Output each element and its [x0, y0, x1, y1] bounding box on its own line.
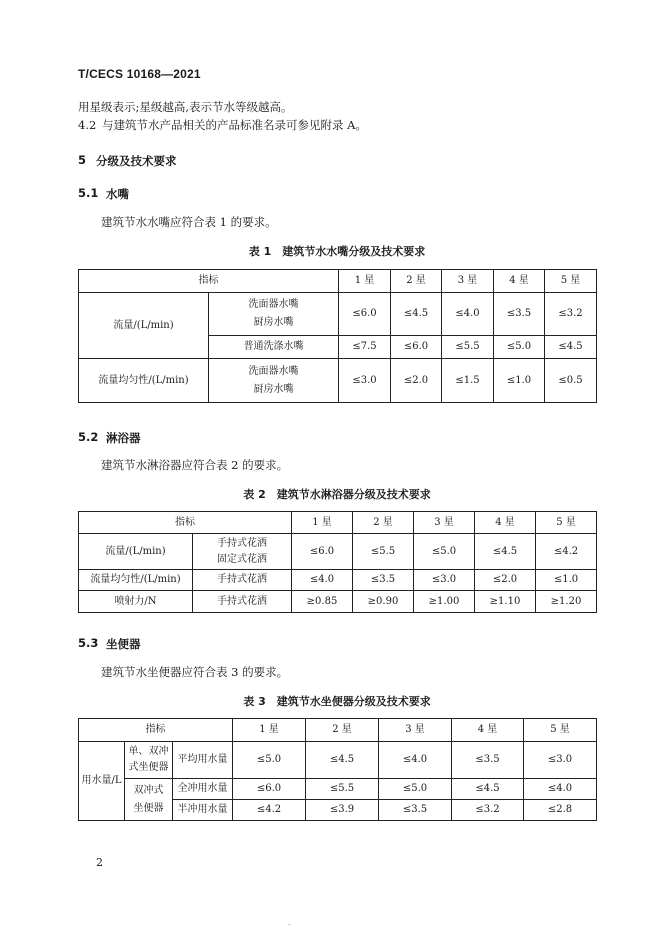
table-3-avg-label: 平均用水量: [173, 742, 233, 779]
table-1-row-c-sub-2: 厨房水嘴: [253, 383, 294, 395]
table-3-full-val-4: ≤4.5: [452, 779, 524, 800]
table-3-header-star-4: 4 星: [452, 719, 524, 742]
table-1-row-c-val-2: ≤2.0: [391, 359, 442, 403]
section-5-number: 5: [78, 153, 87, 167]
table-2-flow-sub-2: 固定式花洒: [217, 553, 267, 565]
table-2-force-val-3: ≥1.00: [414, 591, 475, 613]
table-2-uniformity-label: 流量均匀性/(L/min): [79, 570, 193, 591]
table-3-water-label: 用水量/L: [79, 742, 125, 821]
section-5-title: 分级及技术要求: [96, 154, 177, 168]
section-5-3-body: 建筑节水坐便器应符合表 3 的要求。: [101, 665, 289, 679]
table-3-half-val-1: ≤4.2: [233, 800, 306, 821]
table-1-row-b-val-4: ≤5.0: [494, 336, 545, 359]
table-2-uniformity-val-2: ≤3.5: [353, 570, 414, 591]
table-2-flow-val-5: ≤4.2: [536, 534, 597, 570]
table-3-header-star-5: 5 星: [524, 719, 597, 742]
table-3-header-star-2: 2 星: [306, 719, 379, 742]
table-1-row-c-val-3: ≤1.5: [442, 359, 494, 403]
section-5-2-body: 建筑节水淋浴器应符合表 2 的要求。: [101, 458, 289, 472]
table-2-header-star-3: 3 星: [414, 512, 475, 534]
section-5-3-number: 5.3: [78, 636, 99, 650]
table-2-flow-val-1: ≤6.0: [292, 534, 353, 570]
section-5-2-title: 淋浴器: [106, 431, 141, 445]
table-2-force-sub: 手持式花洒: [193, 591, 292, 613]
table-1-row-c-val-1: ≤3.0: [339, 359, 391, 403]
section-5-2-number: 5.2: [78, 430, 99, 444]
section-5-1-title: 水嘴: [106, 187, 129, 201]
table-3-half-val-3: ≤3.5: [379, 800, 452, 821]
table-2-uniformity-sub: 手持式花洒: [193, 570, 292, 591]
table-1-header-star-1: 1 星: [339, 270, 391, 293]
table-1-flow-label: 流量/(L/min): [79, 293, 209, 359]
page-number: 2: [96, 856, 103, 869]
table-1-row-a-val-1: ≤6.0: [339, 293, 391, 336]
table-2-uniformity-val-3: ≤3.0: [414, 570, 475, 591]
table-3-type-a-line-2: 式坐便器: [128, 762, 169, 773]
table-2-uniformity-val-1: ≤4.0: [292, 570, 353, 591]
table-2-header-star-4: 4 星: [475, 512, 536, 534]
table-1-row-b-val-5: ≤4.5: [545, 336, 597, 359]
table-1-row-a-val-3: ≤4.0: [442, 293, 494, 336]
table-3-avg-val-5: ≤3.0: [524, 742, 597, 779]
table-3-header-star-3: 3 星: [379, 719, 452, 742]
table-1-header-star-2: 2 星: [391, 270, 442, 293]
table-2-uniformity-val-5: ≤1.0: [536, 570, 597, 591]
table-2-force-val-1: ≥0.85: [292, 591, 353, 613]
table-2-force-label: 喷射力/N: [79, 591, 193, 613]
table-3-avg-val-4: ≤3.5: [452, 742, 524, 779]
footer-mark: .: [288, 918, 291, 927]
table-3-half-val-4: ≤3.2: [452, 800, 524, 821]
table-3-full-label: 全冲用水量: [173, 779, 233, 800]
table-3-type-b: [125, 779, 173, 821]
section-4-2-number: 4.2: [78, 118, 97, 132]
table-3-avg-val-3: ≤4.0: [379, 742, 452, 779]
table-1-row-a-sub: [209, 293, 339, 336]
table-3-full-val-5: ≤4.0: [524, 779, 597, 800]
table-3-half-label: 半冲用水量: [173, 800, 233, 821]
table-3: [78, 718, 597, 821]
table-2-force-val-2: ≥0.90: [353, 591, 414, 613]
table-2-flow-sub-1: 手持式花洒: [217, 537, 267, 549]
section-5-1-number: 5.1: [78, 186, 99, 200]
table-3-half-val-2: ≤3.9: [306, 800, 379, 821]
table-1-header-star-4: 4 星: [494, 270, 545, 293]
table-1-caption: 表 1 建筑节水水嘴分级及技术要求: [248, 245, 426, 258]
table-1-header-indicator: 指标: [79, 270, 339, 293]
table-2-force-val-5: ≥1.20: [536, 591, 597, 613]
table-1-row-a-val-4: ≤3.5: [494, 293, 545, 336]
table-2-uniformity-val-4: ≤2.0: [475, 570, 536, 591]
table-2-flow-label: 流量/(L/min): [79, 534, 193, 570]
table-1-row-c-val-4: ≤1.0: [494, 359, 545, 403]
table-1-row-c-sub-1: 洗面器水嘴: [248, 365, 299, 377]
section-4-2-text: 与建筑节水产品相关的产品标准名录可参见附录 A。: [102, 118, 367, 132]
table-3-full-val-1: ≤6.0: [233, 779, 306, 800]
table-1-header-star-5: 5 星: [545, 270, 597, 293]
section-5-1-body: 建筑节水水嘴应符合表 1 的要求。: [101, 215, 277, 229]
intro-paragraph-tail: 用星级表示;星级越高,表示节水等级越高。: [78, 100, 293, 114]
table-1-row-a-val-5: ≤3.2: [545, 293, 597, 336]
table-3-header-star-1: 1 星: [233, 719, 306, 742]
table-1-row-c-val-5: ≤0.5: [545, 359, 597, 403]
document-header: T/CECS 10168—2021: [78, 67, 201, 81]
table-2-header-star-1: 1 星: [292, 512, 353, 534]
table-2-flow-val-4: ≤4.5: [475, 534, 536, 570]
table-2-header-star-2: 2 星: [353, 512, 414, 534]
table-3-caption: 表 3 建筑节水坐便器分级及技术要求: [243, 695, 431, 708]
table-1-row-c-sub: [209, 359, 339, 403]
section-5-3-title: 坐便器: [106, 637, 141, 651]
table-1-row-a-sub-1: 洗面器水嘴: [248, 299, 299, 310]
table-1-row-b-val-2: ≤6.0: [391, 336, 442, 359]
table-1-row-b-val-1: ≤7.5: [339, 336, 391, 359]
table-1-header-star-3: 3 星: [442, 270, 494, 293]
table-1-row-a-sub-2: 厨房水嘴: [253, 317, 294, 328]
table-3-full-val-2: ≤5.5: [306, 779, 379, 800]
table-2-flow-sub: [193, 534, 292, 570]
table-3-avg-val-1: ≤5.0: [233, 742, 306, 779]
table-2-flow-val-3: ≤5.0: [414, 534, 475, 570]
table-2-header-indicator: 指标: [79, 512, 292, 534]
table-3-type-b-line-2: 坐便器: [133, 802, 164, 814]
table-3-half-val-5: ≤2.8: [524, 800, 597, 821]
table-2-flow-val-2: ≤5.5: [353, 534, 414, 570]
table-1-row-a-val-2: ≤4.5: [391, 293, 442, 336]
table-1-uniformity-label: 流量均匀性/(L/min): [79, 359, 209, 403]
table-3-type-b-line-1: 双冲式: [133, 784, 164, 796]
table-1: [78, 269, 597, 403]
table-2: [78, 511, 597, 613]
table-3-type-a-line-1: 单、双冲: [128, 746, 169, 757]
table-2-caption: 表 2 建筑节水淋浴器分级及技术要求: [243, 488, 431, 501]
table-3-avg-val-2: ≤4.5: [306, 742, 379, 779]
table-1-row-b-val-3: ≤5.5: [442, 336, 494, 359]
table-2-header-star-5: 5 星: [536, 512, 597, 534]
table-2-force-val-4: ≥1.10: [475, 591, 536, 613]
table-1-row-b-sub: 普通洗涤水嘴: [209, 336, 339, 359]
table-3-type-a: [125, 742, 173, 779]
table-3-header-indicator: 指标: [79, 719, 233, 742]
table-3-full-val-3: ≤5.0: [379, 779, 452, 800]
